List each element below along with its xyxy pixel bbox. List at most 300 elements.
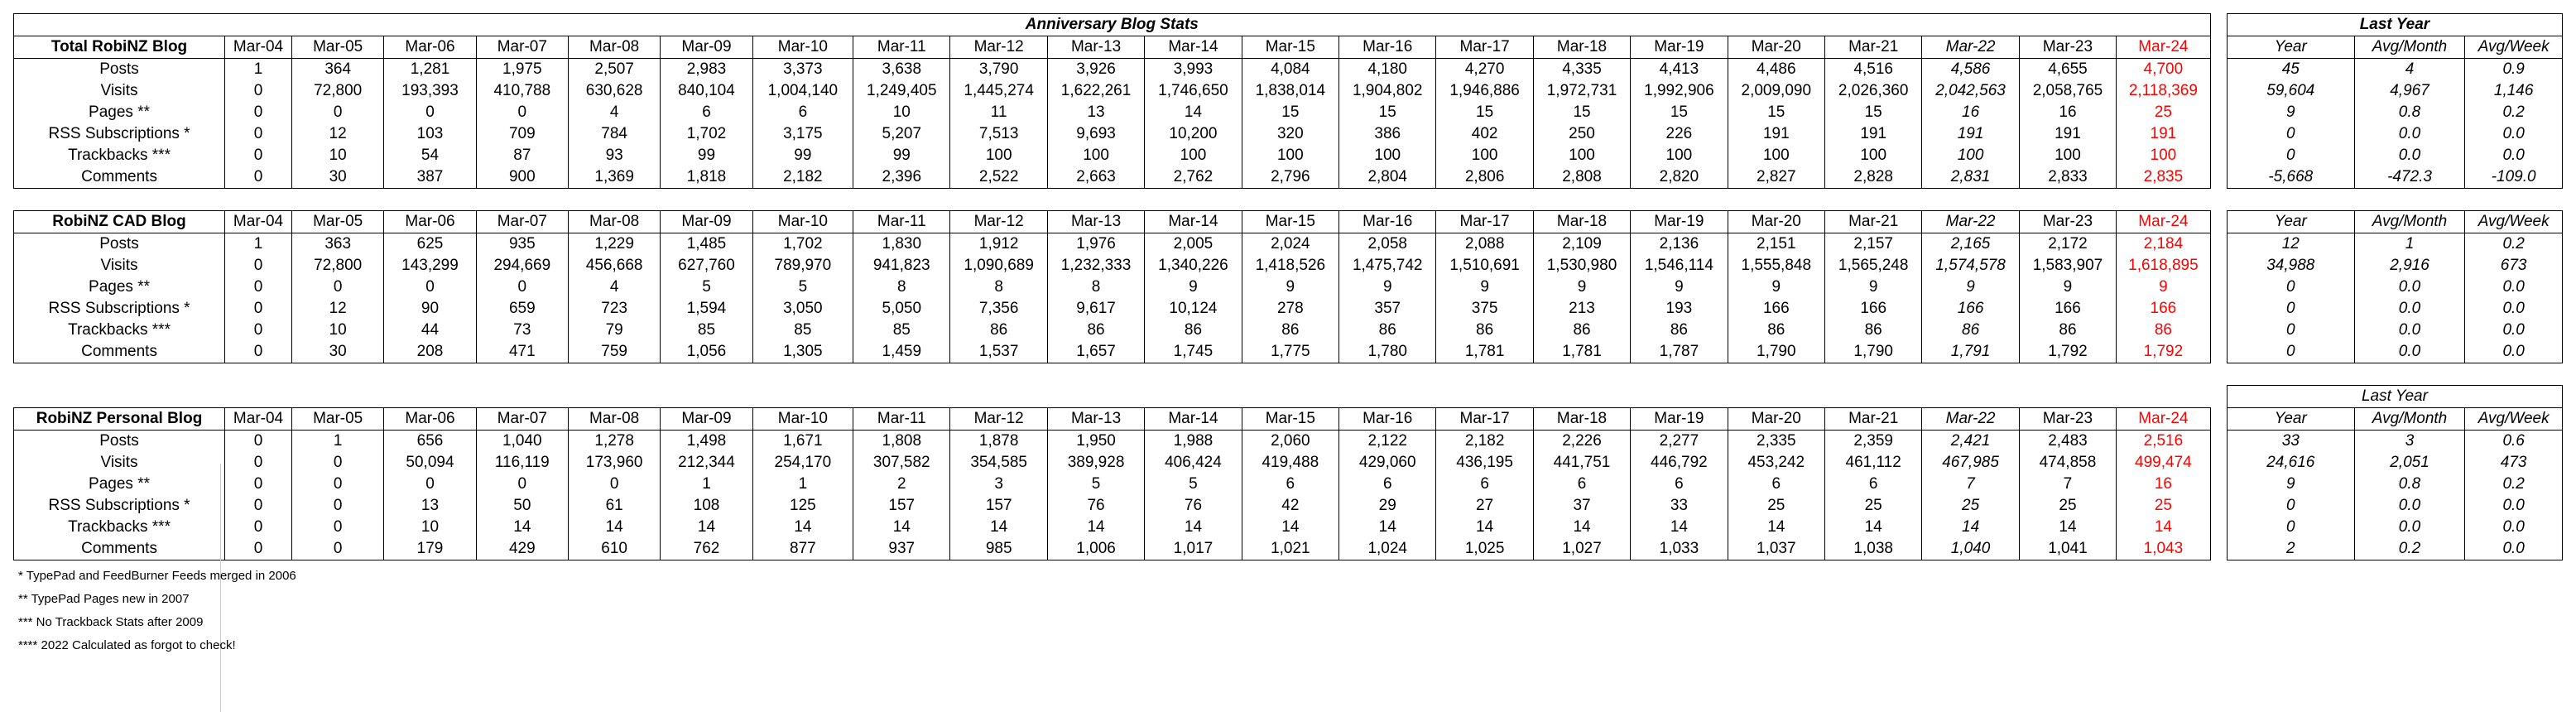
value-cell: 0 xyxy=(384,102,476,123)
row-label: Visits xyxy=(14,452,225,474)
value-cell: 6 xyxy=(752,102,853,123)
value-cell: 99 xyxy=(752,145,853,166)
last-year-cell: 3 xyxy=(2354,431,2465,453)
value-cell: 9 xyxy=(1631,277,1728,298)
value-cell: 1,498 xyxy=(661,431,752,453)
value-cell: 402 xyxy=(1436,123,1533,145)
period-header: Mar-14 xyxy=(1145,36,1242,59)
value-cell: 10 xyxy=(292,320,384,341)
value-cell: 226 xyxy=(1631,123,1728,145)
table-row xyxy=(14,474,2563,495)
value-cell: 2,762 xyxy=(1145,166,1242,189)
value-cell: 14 xyxy=(2117,517,2210,538)
last-year-cell: 0.2 xyxy=(2465,474,2563,495)
value-cell: 627,760 xyxy=(661,255,752,277)
value-cell: 6 xyxy=(1436,474,1533,495)
value-cell: 9 xyxy=(1922,277,2019,298)
last-year-cell: 9 xyxy=(2227,474,2354,495)
value-cell: 4,516 xyxy=(1824,59,1921,81)
table-row xyxy=(14,431,2563,453)
value-cell: 1,702 xyxy=(752,233,853,256)
spacer-cell xyxy=(14,189,2563,211)
value-cell: 1,808 xyxy=(853,431,950,453)
spacer-cell xyxy=(2210,59,2227,81)
value-cell: 25 xyxy=(2117,495,2210,517)
value-cell: 2,359 xyxy=(1824,431,1921,453)
footnote: * TypePad and FeedBurner Feeds merged in 2006 xyxy=(18,569,296,583)
value-cell: 935 xyxy=(476,233,568,256)
last-year-cell: 45 xyxy=(2227,59,2354,81)
value-cell: 191 xyxy=(2019,123,2116,145)
value-cell: 461,112 xyxy=(1824,452,1921,474)
last-year-cell: 0 xyxy=(2227,123,2354,145)
value-cell: 0 xyxy=(225,495,292,517)
period-header: Mar-24 xyxy=(2117,211,2210,233)
value-cell: 0 xyxy=(225,538,292,560)
period-header: Mar-23 xyxy=(2019,211,2116,233)
value-cell: 1,006 xyxy=(1047,538,1144,560)
value-cell: 1,530,980 xyxy=(1533,255,1630,277)
value-cell: 6 xyxy=(1824,474,1921,495)
value-cell: 2,808 xyxy=(1533,166,1630,189)
value-cell: 294,669 xyxy=(476,255,568,277)
value-cell: 441,751 xyxy=(1533,452,1630,474)
spacer-cell xyxy=(2210,14,2227,36)
period-header: Mar-04 xyxy=(225,211,292,233)
spacer-cell xyxy=(2210,80,2227,102)
value-cell: 1,780 xyxy=(1339,341,1436,363)
last-year-cell: 9 xyxy=(2227,102,2354,123)
period-header: Mar-13 xyxy=(1047,408,1144,431)
value-cell: 0 xyxy=(225,123,292,145)
value-cell: 0 xyxy=(225,341,292,363)
value-cell: 1,781 xyxy=(1533,341,1630,363)
value-cell: 50 xyxy=(476,495,568,517)
row-label: Posts xyxy=(14,431,225,453)
value-cell: 86 xyxy=(1047,320,1144,341)
value-cell: 213 xyxy=(1533,298,1630,320)
table-row xyxy=(14,123,2563,145)
period-header: Mar-07 xyxy=(476,408,568,431)
period-header: Mar-21 xyxy=(1824,211,1921,233)
empty-cell xyxy=(14,386,2211,408)
value-cell: 877 xyxy=(752,538,853,560)
period-header: Mar-16 xyxy=(1339,36,1436,59)
value-cell: 7 xyxy=(1922,474,2019,495)
value-cell: 30 xyxy=(292,341,384,363)
value-cell: 86 xyxy=(1145,320,1242,341)
value-cell: 1,838,014 xyxy=(1242,80,1338,102)
value-cell: 166 xyxy=(2117,298,2210,320)
value-cell: 9,617 xyxy=(1047,298,1144,320)
value-cell: 363 xyxy=(292,233,384,256)
last-year-cell: 0 xyxy=(2227,495,2354,517)
value-cell: 166 xyxy=(2019,298,2116,320)
value-cell: 941,823 xyxy=(853,255,950,277)
last-year-caption: Last Year xyxy=(2227,14,2562,36)
value-cell: 1,369 xyxy=(568,166,660,189)
value-cell: 76 xyxy=(1047,495,1144,517)
period-header: Mar-07 xyxy=(476,211,568,233)
value-cell: 784 xyxy=(568,123,660,145)
last-year-cell: 473 xyxy=(2465,452,2563,474)
last-year-cell: -5,668 xyxy=(2227,166,2354,189)
value-cell: 0 xyxy=(225,474,292,495)
value-cell: 14 xyxy=(1047,517,1144,538)
value-cell: 2,983 xyxy=(661,59,752,81)
value-cell: 85 xyxy=(752,320,853,341)
value-cell: 1,972,731 xyxy=(1533,80,1630,102)
value-cell: 100 xyxy=(2019,145,2116,166)
value-cell: 1 xyxy=(292,431,384,453)
value-cell: 9 xyxy=(1436,277,1533,298)
value-cell: 2,136 xyxy=(1631,233,1728,256)
period-header: Mar-19 xyxy=(1631,36,1728,59)
value-cell: 100 xyxy=(2117,145,2210,166)
period-header: Mar-24 xyxy=(2117,408,2210,431)
value-cell: 1,038 xyxy=(1824,538,1921,560)
value-cell: 723 xyxy=(568,298,660,320)
value-cell: 8 xyxy=(1047,277,1144,298)
value-cell: 0 xyxy=(225,166,292,189)
last-year-header: Avg/Month xyxy=(2354,36,2465,59)
value-cell: 86 xyxy=(1533,320,1630,341)
period-header: Mar-10 xyxy=(752,211,853,233)
value-cell: 2,421 xyxy=(1922,431,2019,453)
value-cell: 93 xyxy=(568,145,660,166)
value-cell: 79 xyxy=(568,320,660,341)
value-cell: 2,122 xyxy=(1339,431,1436,453)
last-year-cell: 12 xyxy=(2227,233,2354,256)
value-cell: 3,926 xyxy=(1047,59,1144,81)
value-cell: 1,040 xyxy=(476,431,568,453)
value-cell: 610 xyxy=(568,538,660,560)
value-cell: 985 xyxy=(950,538,1047,560)
value-cell: 61 xyxy=(568,495,660,517)
value-cell: 1,781 xyxy=(1436,341,1533,363)
value-cell: 2,833 xyxy=(2019,166,2116,189)
value-cell: 456,668 xyxy=(568,255,660,277)
value-cell: 1,574,578 xyxy=(1922,255,2019,277)
value-cell: 1,792 xyxy=(2019,341,2116,363)
value-cell: 86 xyxy=(1436,320,1533,341)
last-year-cell: 0.0 xyxy=(2354,320,2465,341)
value-cell: 9 xyxy=(1728,277,1824,298)
value-cell: 6 xyxy=(1242,474,1338,495)
value-cell: 0 xyxy=(292,277,384,298)
value-cell: 1,657 xyxy=(1047,341,1144,363)
spacer-cell xyxy=(2210,408,2227,431)
value-cell: 2,182 xyxy=(1436,431,1533,453)
value-cell: 14 xyxy=(1922,517,2019,538)
value-cell: 13 xyxy=(384,495,476,517)
period-header: Mar-22 xyxy=(1922,36,2019,59)
value-cell: 191 xyxy=(2117,123,2210,145)
last-year-cell: 0.2 xyxy=(2465,233,2563,256)
value-cell: 2,516 xyxy=(2117,431,2210,453)
value-cell: 9 xyxy=(2019,277,2116,298)
value-cell: 2,005 xyxy=(1145,233,1242,256)
spacer-cell xyxy=(2210,495,2227,517)
value-cell: 103 xyxy=(384,123,476,145)
value-cell: 0 xyxy=(225,517,292,538)
table-row xyxy=(14,320,2563,341)
value-cell: 85 xyxy=(661,320,752,341)
value-cell: 3,993 xyxy=(1145,59,1242,81)
value-cell: 2,835 xyxy=(2117,166,2210,189)
value-cell: 10 xyxy=(853,102,950,123)
value-cell: 33 xyxy=(1631,495,1728,517)
value-cell: 14 xyxy=(752,517,853,538)
spacer-cell xyxy=(2210,386,2227,408)
value-cell: 1,485 xyxy=(661,233,752,256)
value-cell: 2,828 xyxy=(1824,166,1921,189)
value-cell: 656 xyxy=(384,431,476,453)
value-cell: 9 xyxy=(1339,277,1436,298)
spacer-cell xyxy=(2210,211,2227,233)
value-cell: 2,060 xyxy=(1242,431,1338,453)
last-year-cell: 33 xyxy=(2227,431,2354,453)
value-cell: 1,281 xyxy=(384,59,476,81)
last-year-header: Avg/Month xyxy=(2354,408,2465,431)
value-cell: 1,040 xyxy=(1922,538,2019,560)
period-header: Mar-09 xyxy=(661,211,752,233)
period-header: Mar-17 xyxy=(1436,36,1533,59)
value-cell: 15 xyxy=(1339,102,1436,123)
value-cell: 436,195 xyxy=(1436,452,1533,474)
last-year-cell: 0.6 xyxy=(2465,431,2563,453)
row-label: Pages ** xyxy=(14,277,225,298)
value-cell: 2,157 xyxy=(1824,233,1921,256)
value-cell: 8 xyxy=(950,277,1047,298)
row-label: RSS Subscriptions * xyxy=(14,123,225,145)
value-cell: 1,746,650 xyxy=(1145,80,1242,102)
value-cell: 100 xyxy=(950,145,1047,166)
last-year-cell: 59,604 xyxy=(2227,80,2354,102)
value-cell: 1,583,907 xyxy=(2019,255,2116,277)
value-cell: 10 xyxy=(292,145,384,166)
value-cell: 6 xyxy=(1631,474,1728,495)
value-cell: 14 xyxy=(1631,517,1728,538)
value-cell: 4,700 xyxy=(2117,59,2210,81)
last-year-cell: 0 xyxy=(2227,145,2354,166)
value-cell: 467,985 xyxy=(1922,452,2019,474)
value-cell: 1,278 xyxy=(568,431,660,453)
value-cell: 5,050 xyxy=(853,298,950,320)
period-header: Mar-24 xyxy=(2117,36,2210,59)
value-cell: 14 xyxy=(1436,517,1533,538)
blog-name: Total RobiNZ Blog xyxy=(14,36,225,59)
last-year-cell: 0 xyxy=(2227,320,2354,341)
value-cell: 1,090,689 xyxy=(950,255,1047,277)
value-cell: 157 xyxy=(853,495,950,517)
last-year-header: Year xyxy=(2227,408,2354,431)
value-cell: 1 xyxy=(225,59,292,81)
period-header: Mar-08 xyxy=(568,211,660,233)
last-year-cell: 2,916 xyxy=(2354,255,2465,277)
value-cell: 12 xyxy=(292,298,384,320)
value-cell: 1 xyxy=(225,233,292,256)
value-cell: 173,960 xyxy=(568,452,660,474)
last-year-header: Avg/Week xyxy=(2465,211,2563,233)
value-cell: 1,475,742 xyxy=(1339,255,1436,277)
value-cell: 8 xyxy=(853,277,950,298)
caption-row xyxy=(14,386,2563,408)
period-header: Mar-09 xyxy=(661,36,752,59)
period-header: Mar-05 xyxy=(292,36,384,59)
last-year-cell: -472.3 xyxy=(2354,166,2465,189)
value-cell: 179 xyxy=(384,538,476,560)
value-cell: 5 xyxy=(661,277,752,298)
value-cell: 375 xyxy=(1436,298,1533,320)
value-cell: 0 xyxy=(225,298,292,320)
period-header: Mar-05 xyxy=(292,408,384,431)
value-cell: 14 xyxy=(1145,102,1242,123)
value-cell: 15 xyxy=(1728,102,1824,123)
value-cell: 1 xyxy=(661,474,752,495)
value-cell: 16 xyxy=(2019,102,2116,123)
last-year-cell: 0 xyxy=(2227,298,2354,320)
value-cell: 320 xyxy=(1242,123,1338,145)
value-cell: 14 xyxy=(1339,517,1436,538)
value-cell: 1,790 xyxy=(1824,341,1921,363)
value-cell: 4,413 xyxy=(1631,59,1728,81)
period-header: Mar-06 xyxy=(384,408,476,431)
value-cell: 250 xyxy=(1533,123,1630,145)
value-cell: 1,537 xyxy=(950,341,1047,363)
table-row xyxy=(14,495,2563,517)
value-cell: 364 xyxy=(292,59,384,81)
value-cell: 1,033 xyxy=(1631,538,1728,560)
value-cell: 2,277 xyxy=(1631,431,1728,453)
value-cell: 2,118,369 xyxy=(2117,80,2210,102)
value-cell: 386 xyxy=(1339,123,1436,145)
value-cell: 453,242 xyxy=(1728,452,1824,474)
value-cell: 2,226 xyxy=(1533,431,1630,453)
value-cell: 14 xyxy=(1145,517,1242,538)
value-cell: 108 xyxy=(661,495,752,517)
last-year-cell: 0.0 xyxy=(2465,298,2563,320)
value-cell: 709 xyxy=(476,123,568,145)
value-cell: 86 xyxy=(1728,320,1824,341)
last-year-cell: 34,988 xyxy=(2227,255,2354,277)
value-cell: 191 xyxy=(1922,123,2019,145)
last-year-cell: 0.0 xyxy=(2354,517,2465,538)
value-cell: 4,486 xyxy=(1728,59,1824,81)
row-label: Comments xyxy=(14,538,225,560)
spacer-cell xyxy=(2210,255,2227,277)
last-year-cell: 0.0 xyxy=(2465,538,2563,560)
value-cell: 9 xyxy=(1533,277,1630,298)
value-cell: 0 xyxy=(292,452,384,474)
value-cell: 1,025 xyxy=(1436,538,1533,560)
value-cell: 1,950 xyxy=(1047,431,1144,453)
value-cell: 1,702 xyxy=(661,123,752,145)
period-header: Mar-10 xyxy=(752,36,853,59)
value-cell: 840,104 xyxy=(661,80,752,102)
spacer-cell xyxy=(2210,166,2227,189)
value-cell: 14 xyxy=(2019,517,2116,538)
spacer-cell xyxy=(14,363,2563,386)
spacer-cell xyxy=(2210,36,2227,59)
value-cell: 387 xyxy=(384,166,476,189)
value-cell: 0 xyxy=(292,102,384,123)
period-header: Mar-21 xyxy=(1824,408,1921,431)
last-year-header: Year xyxy=(2227,211,2354,233)
footnote: ** TypePad Pages new in 2007 xyxy=(18,592,190,606)
value-cell: 13 xyxy=(1047,102,1144,123)
period-header: Mar-13 xyxy=(1047,36,1144,59)
period-header: Mar-20 xyxy=(1728,408,1824,431)
value-cell: 1,017 xyxy=(1145,538,1242,560)
value-cell: 0 xyxy=(225,80,292,102)
table-row xyxy=(14,80,2563,102)
footnote: **** 2022 Calculated as forgot to check! xyxy=(18,638,236,652)
value-cell: 6 xyxy=(1533,474,1630,495)
last-year-cell: 0.8 xyxy=(2354,474,2465,495)
value-cell: 2,088 xyxy=(1436,233,1533,256)
value-cell: 2,335 xyxy=(1728,431,1824,453)
last-year-cell: 4,967 xyxy=(2354,80,2465,102)
spacer-row xyxy=(14,189,2563,211)
last-year-cell: 0 xyxy=(2227,341,2354,363)
value-cell: 900 xyxy=(476,166,568,189)
last-year-cell: 0.0 xyxy=(2465,341,2563,363)
value-cell: 90 xyxy=(384,298,476,320)
value-cell: 2 xyxy=(853,474,950,495)
value-cell: 0 xyxy=(292,495,384,517)
period-header: Mar-18 xyxy=(1533,211,1630,233)
value-cell: 9 xyxy=(1145,277,1242,298)
value-cell: 125 xyxy=(752,495,853,517)
period-header: Mar-10 xyxy=(752,408,853,431)
value-cell: 630,628 xyxy=(568,80,660,102)
last-year-cell: -109.0 xyxy=(2465,166,2563,189)
table-row xyxy=(14,102,2563,123)
value-cell: 3,638 xyxy=(853,59,950,81)
spacer-cell xyxy=(2210,298,2227,320)
value-cell: 3,790 xyxy=(950,59,1047,81)
value-cell: 50,094 xyxy=(384,452,476,474)
value-cell: 2,663 xyxy=(1047,166,1144,189)
value-cell: 2,831 xyxy=(1922,166,2019,189)
last-year-cell: 0.0 xyxy=(2465,320,2563,341)
value-cell: 212,344 xyxy=(661,452,752,474)
value-cell: 1,418,526 xyxy=(1242,255,1338,277)
table-row xyxy=(14,517,2563,538)
period-header: Mar-15 xyxy=(1242,211,1338,233)
value-cell: 1,618,895 xyxy=(2117,255,2210,277)
period-header: Mar-18 xyxy=(1533,36,1630,59)
value-cell: 2,806 xyxy=(1436,166,1533,189)
value-cell: 166 xyxy=(1728,298,1824,320)
period-header: Mar-15 xyxy=(1242,408,1338,431)
value-cell: 76 xyxy=(1145,495,1242,517)
value-cell: 15 xyxy=(1436,102,1533,123)
value-cell: 14 xyxy=(853,517,950,538)
value-cell: 1,745 xyxy=(1145,341,1242,363)
value-cell: 100 xyxy=(1824,145,1921,166)
value-cell: 100 xyxy=(1922,145,2019,166)
value-cell: 10,200 xyxy=(1145,123,1242,145)
value-cell: 789,970 xyxy=(752,255,853,277)
value-cell: 37 xyxy=(1533,495,1630,517)
value-cell: 5 xyxy=(1047,474,1144,495)
value-cell: 86 xyxy=(1631,320,1728,341)
period-header: Mar-09 xyxy=(661,408,752,431)
row-label: Trackbacks *** xyxy=(14,320,225,341)
value-cell: 659 xyxy=(476,298,568,320)
